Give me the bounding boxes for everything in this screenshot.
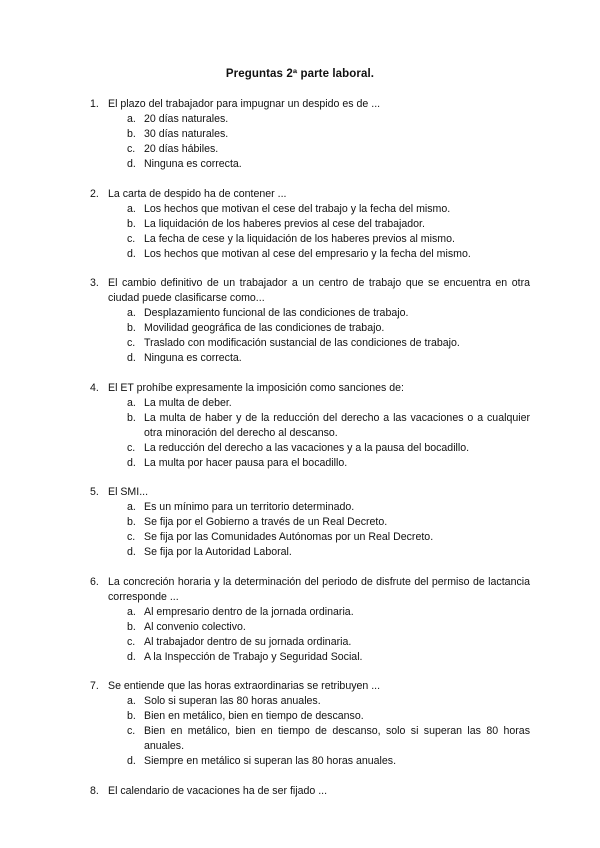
option-letter: d. xyxy=(127,546,136,558)
option-letter: c. xyxy=(127,635,136,648)
option-letter: a. xyxy=(127,501,136,513)
option-letter: a. xyxy=(127,605,136,618)
answer-option xyxy=(90,500,530,515)
option-text: Al trabajador dentro de su jornada ordinaria. xyxy=(144,635,352,648)
option-letter: a. xyxy=(127,202,136,215)
option-letter: c. xyxy=(127,232,136,245)
option-letter: c. xyxy=(127,337,136,349)
option-text: La multa de deber. xyxy=(144,396,232,409)
option-text: Ninguna es correcta. xyxy=(144,352,242,364)
question-header xyxy=(90,485,530,500)
option-letter: b. xyxy=(127,710,136,722)
option-letter: b. xyxy=(127,620,136,633)
option-letter: a. xyxy=(127,695,136,707)
answer-option xyxy=(90,530,530,545)
option-text: Al convenio colectivo. xyxy=(144,620,246,633)
answer-options xyxy=(90,500,530,560)
option-letter: a. xyxy=(127,113,136,125)
answer-option xyxy=(90,456,530,471)
answer-option xyxy=(90,441,530,456)
option-letter: d. xyxy=(127,158,136,170)
answer-option xyxy=(90,694,530,709)
answer-option xyxy=(90,650,530,665)
answer-option xyxy=(90,217,530,232)
question-text: El plazo del trabajador para impugnar un despido es de ... xyxy=(108,98,381,110)
answer-option xyxy=(90,247,530,262)
question-header xyxy=(90,784,530,799)
option-letter: b. xyxy=(127,516,136,528)
answer-option xyxy=(90,396,530,411)
page-title: Preguntas 2ª parte laboral. xyxy=(225,68,375,80)
option-text: Ninguna es correcta. xyxy=(144,158,242,170)
answer-options xyxy=(90,112,530,172)
question-text: La carta de despido ha de contener ... xyxy=(108,187,287,200)
question-text: La concreción horaria y la determinación del periodo de disfrute del permiso de lactancia corresponde ... xyxy=(108,575,530,603)
option-text: Se fija por las Comunidades Autónomas por un Real Decreto. xyxy=(144,531,434,543)
option-text: La reducción del derecho a las vacaciones y a la pausa del bocadillo. xyxy=(144,441,470,454)
option-text: Los hechos que motivan el cese del trabajo y la fecha del mismo. xyxy=(144,202,451,215)
option-text: A la Inspección de Trabajo y Seguridad Social. xyxy=(144,650,363,663)
option-text: Movilidad geográfica de las condiciones de trabajo. xyxy=(144,322,385,334)
answer-option xyxy=(90,321,530,336)
answer-options xyxy=(90,694,530,769)
answer-option xyxy=(90,724,530,754)
answer-option xyxy=(90,232,530,247)
option-text: 20 días hábiles. xyxy=(144,143,219,155)
option-letter: b. xyxy=(127,217,136,230)
option-text: Se fija por la Autoridad Laboral. xyxy=(144,546,292,558)
option-text: Siempre en metálico si superan las 80 horas anuales. xyxy=(144,755,397,767)
option-letter: b. xyxy=(127,322,136,334)
option-letter: b. xyxy=(127,128,136,140)
question-number: 7. xyxy=(90,680,99,692)
question-item xyxy=(90,276,530,366)
answer-option xyxy=(90,605,530,620)
answer-option xyxy=(90,620,530,635)
answer-option xyxy=(90,127,530,142)
option-letter: a. xyxy=(127,307,136,319)
question-text: Se entiende que las horas extraordinarias se retribuyen ... xyxy=(108,680,381,692)
option-letter: c. xyxy=(127,725,136,737)
option-letter: d. xyxy=(127,352,136,364)
answer-option xyxy=(90,754,530,769)
answer-options xyxy=(90,605,530,665)
answer-option xyxy=(90,515,530,530)
option-text: Desplazamiento funcional de las condiciones de trabajo. xyxy=(144,307,409,319)
option-text: Traslado con modificación sustancial de las condiciones de trabajo. xyxy=(144,337,460,349)
answer-option xyxy=(90,142,530,157)
answer-option xyxy=(90,635,530,650)
question-header xyxy=(90,97,530,112)
option-letter: c. xyxy=(127,143,136,155)
option-letter: d. xyxy=(127,650,136,663)
question-header xyxy=(90,679,530,694)
question-number: 5. xyxy=(90,486,99,498)
option-letter: a. xyxy=(127,396,136,409)
question-list xyxy=(90,97,530,813)
answer-options xyxy=(90,202,530,262)
option-text: La fecha de cese y la liquidación de los haberes previos al mismo. xyxy=(144,232,455,245)
question-item xyxy=(90,679,530,769)
question-header xyxy=(90,575,530,605)
question-text: El cambio definitivo de un trabajador a un centro de trabajo que se encuentra en otra ciudad puede clasificarse como... xyxy=(108,277,530,304)
answer-option xyxy=(90,709,530,724)
option-text: Los hechos que motivan al cese del empresario y la fecha del mismo. xyxy=(144,247,471,260)
question-number: 8. xyxy=(90,784,99,797)
option-text: 30 días naturales. xyxy=(144,128,229,140)
question-text: El calendario de vacaciones ha de ser fijado ... xyxy=(108,784,328,797)
option-letter: d. xyxy=(127,247,136,260)
option-letter: c. xyxy=(127,441,136,454)
option-text: 20 días naturales. xyxy=(144,113,229,125)
answer-option xyxy=(90,157,530,172)
option-text: Al empresario dentro de la jornada ordinaria. xyxy=(144,605,354,618)
question-number: 6. xyxy=(90,575,99,588)
question-header xyxy=(90,381,530,396)
option-text: Se fija por el Gobierno a través de un Real Decreto. xyxy=(144,516,388,528)
option-text: Bien en metálico, bien en tiempo de descanso. xyxy=(144,710,364,722)
answer-options xyxy=(90,396,530,471)
question-text: El SMI... xyxy=(108,486,149,498)
option-text: La multa de haber y de la reducción del derecho a las vacaciones o a cualquier otra minoración del derecho al descanso. xyxy=(144,411,530,439)
question-number: 2. xyxy=(90,187,99,200)
answer-option xyxy=(90,411,530,441)
option-text: Es un mínimo para un territorio determinado. xyxy=(144,501,355,513)
question-number: 3. xyxy=(90,277,99,289)
answer-option xyxy=(90,202,530,217)
question-item xyxy=(90,97,530,172)
answer-option xyxy=(90,545,530,560)
option-text: Bien en metálico, bien en tiempo de descanso, solo si superan las 80 horas anuales. xyxy=(144,725,530,752)
answer-option xyxy=(90,306,530,321)
option-letter: c. xyxy=(127,531,136,543)
question-item xyxy=(90,381,530,471)
question-item xyxy=(90,784,530,799)
option-text: Solo si superan las 80 horas anuales. xyxy=(144,695,321,707)
answer-option xyxy=(90,351,530,366)
question-item xyxy=(90,187,530,262)
option-letter: d. xyxy=(127,755,136,767)
option-text: La multa por hacer pausa para el bocadillo. xyxy=(144,456,348,469)
question-item xyxy=(90,575,530,665)
question-header xyxy=(90,187,530,202)
question-number: 1. xyxy=(90,98,99,110)
question-number: 4. xyxy=(90,381,99,394)
answer-option xyxy=(90,336,530,351)
question-item xyxy=(90,485,530,560)
answer-options xyxy=(90,306,530,366)
option-letter: b. xyxy=(127,411,136,424)
option-text: La liquidación de los haberes previos al cese del trabajador. xyxy=(144,217,425,230)
option-letter: d. xyxy=(127,456,136,469)
answer-option xyxy=(90,112,530,127)
question-header xyxy=(90,276,530,306)
question-text: El ET prohíbe expresamente la imposición como sanciones de: xyxy=(108,381,404,394)
